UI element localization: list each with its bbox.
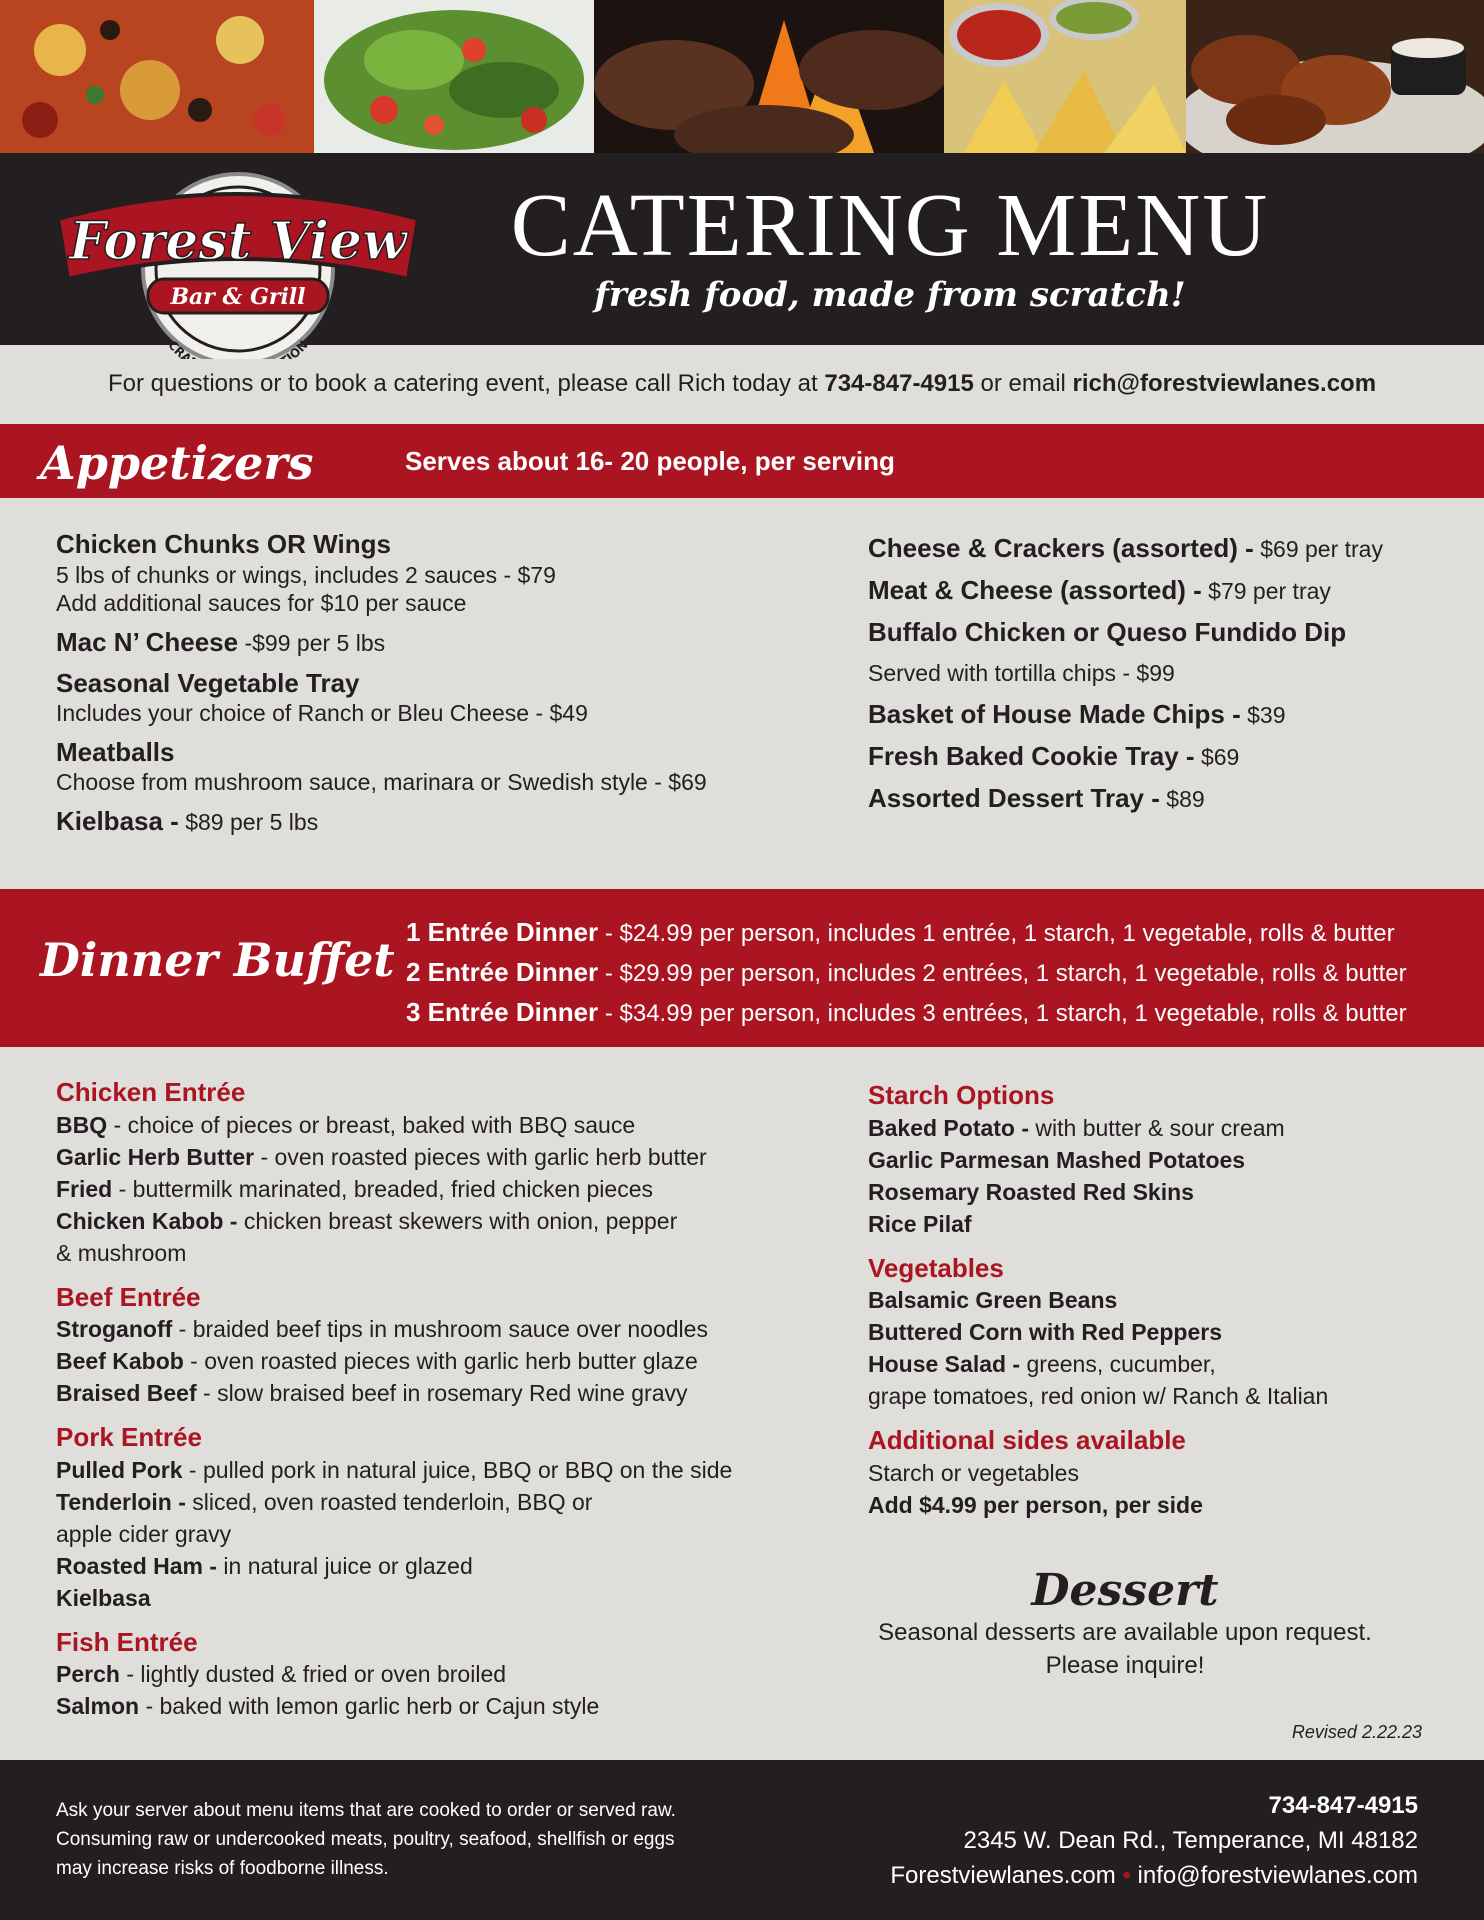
entrees-column xyxy=(56,1076,846,1722)
buffet-option xyxy=(406,953,1407,993)
cheese-crackers-title: Cheese & Crackers (assorted) - xyxy=(868,533,1254,563)
footer xyxy=(0,1760,1484,1920)
chicken-chunks-line1: 5 lbs of chunks or wings, includes 2 sauces - $79 xyxy=(56,561,556,588)
buffet-option xyxy=(406,993,1407,1033)
chicken-entree-heading: Chicken Entrée xyxy=(56,1077,246,1107)
dinner-buffet-band xyxy=(0,889,1484,1047)
mac-cheese-title: Mac N’ Cheese xyxy=(56,627,239,657)
logo-arc-bottom: CRA ION xyxy=(165,337,311,359)
meatballs-title: Meatballs xyxy=(56,736,175,767)
beef-entree-list: Stroganoff - braided beef tips in mushroom sauce over noodles Beef Kabob - oven roasted pieces with garlic herb butter glaze Braised Beef - slow braised beef in rosemary Red wine gravy xyxy=(56,1316,708,1406)
fish-entree-heading: Fish Entrée xyxy=(56,1626,198,1657)
page-title: CATERING MENU xyxy=(510,176,1270,275)
appetizers-left-column xyxy=(56,528,836,838)
pork-entree-heading: Pork Entrée xyxy=(56,1422,202,1452)
appetizers-right-column xyxy=(868,528,1448,820)
footer-address: 2345 W. Dean Rd., Temperance, MI 48182 xyxy=(963,1827,1418,1854)
tagline: fresh food, made from scratch! xyxy=(594,275,1186,315)
photo-strip xyxy=(0,0,1484,153)
wings-photo xyxy=(1186,0,1484,153)
dip-title: Buffalo Chicken or Queso Fundido Dip xyxy=(868,617,1347,647)
vegetables-list: Balsamic Green Beans Buttered Corn with Red Peppers House Salad - greens, cucumber, grape tomatoes, red onion w/ Ranch & Italian xyxy=(868,1287,1329,1409)
kielbasa-price: $89 per 5 lbs xyxy=(185,809,319,835)
buffet-option xyxy=(406,913,1407,953)
starch-heading: Starch Options xyxy=(868,1080,1055,1110)
appetizers-band xyxy=(0,424,1484,498)
chicken-entree-list: BBQ - choice of pieces or breast, baked with BBQ sauce Garlic Herb Butter - oven roasted pieces with garlic herb butter Fried - buttermilk marinated, breaded, fried chicken pieces Chicken Kabob - chicken breast skewers with onion, pepper & mushroom xyxy=(56,1111,707,1266)
buffet-option-desc: - $24.99 per person, includes 1 entrée, 1 starch, 1 vegetable, rolls & butter xyxy=(598,920,1395,947)
meat-cheese-title: Meat & Cheese (assorted) - xyxy=(868,575,1202,605)
revised-date: Revised 2.22.23 xyxy=(1291,1722,1422,1742)
contact-prefix: For questions or to book a catering event, please call Rich today at xyxy=(107,370,818,397)
logo-sub: Bar & Grill xyxy=(170,284,306,310)
forest-view-logo xyxy=(48,159,428,359)
kielbasa-title: Kielbasa - xyxy=(56,806,179,836)
chicken-chunks-line2: Add additional sauces for $10 per sauce xyxy=(56,590,467,617)
buffet-options xyxy=(406,913,1407,1033)
footer-separator: • xyxy=(1122,1862,1131,1889)
cookie-tray-title: Fresh Baked Cookie Tray - xyxy=(868,741,1195,771)
cheese-crackers-price: $69 per tray xyxy=(1260,536,1383,562)
buffet-option-desc: - $34.99 per person, includes 3 entrées, 1 starch, 1 vegetable, rolls & butter xyxy=(598,1000,1407,1027)
dessert-heading: Dessert xyxy=(1031,1565,1219,1616)
cookie-tray-price: $69 xyxy=(1200,744,1240,770)
chips-price: $39 xyxy=(1247,702,1286,728)
buffet-option-name: 3 Entrée Dinner xyxy=(406,997,599,1027)
additional-sides-list: Starch or vegetables Add $4.99 per person, per side xyxy=(868,1459,1203,1518)
dessert-tray-title: Assorted Dessert Tray - xyxy=(868,783,1160,813)
chips-salsa-photo xyxy=(944,0,1186,153)
sides-column xyxy=(868,1079,1448,1521)
pizza-photo xyxy=(0,0,314,153)
dessert-line2: Please inquire! xyxy=(1045,1652,1205,1679)
dessert-tray-price: $89 xyxy=(1166,786,1205,812)
vegetables-heading: Vegetables xyxy=(868,1252,1004,1283)
appetizers-heading: Appetizers xyxy=(40,436,314,490)
contact-line xyxy=(0,370,1484,398)
appetizers-serves: Serves about 16- 20 people, per serving xyxy=(405,446,895,476)
mac-cheese-price: -$99 per 5 lbs xyxy=(244,630,386,656)
fish-entree-list: Perch - lightly dusted & fried or oven broiled Salmon - baked with lemon garlic herb or Cajun style xyxy=(56,1661,600,1719)
buffet-option-desc: - $29.99 per person, includes 2 entrées, 1 starch, 1 vegetable, rolls & butter xyxy=(598,960,1407,987)
dessert-line1: Seasonal desserts are available upon request. xyxy=(878,1619,1372,1646)
logo-arc-top: BEDFORD'S BEST xyxy=(168,159,308,191)
salad-photo xyxy=(314,0,594,153)
footer-phone[interactable]: 734-847-4915 xyxy=(1268,1792,1418,1819)
chicken-chunks-title: Chicken Chunks OR Wings xyxy=(56,529,391,559)
dinner-buffet-heading: Dinner Buffet xyxy=(40,933,395,987)
contact-phone[interactable]: 734-847-4915 xyxy=(824,370,974,397)
starch-list: Baked Potato - with butter & sour cream Garlic Parmesan Mashed Potatoes Rosemary Roasted Red Skins Rice Pilaf xyxy=(868,1114,1285,1237)
footer-email[interactable]: info@forestviewlanes.com xyxy=(1137,1862,1418,1889)
additional-sides-heading: Additional sides available xyxy=(868,1425,1186,1455)
footer-contact xyxy=(890,1788,1418,1893)
pork-entree-list: Pulled Pork - pulled pork in natural juice, BBQ or BBQ on the side Tenderloin - sliced, oven roasted tenderloin, BBQ or apple cider gravy Roasted Ham - in natural juice or glazed Kielbasa xyxy=(56,1456,733,1611)
header-banner xyxy=(0,153,1484,359)
contact-middle: or email xyxy=(980,370,1066,397)
contact-email[interactable]: rich@forestviewlanes.com xyxy=(1072,370,1377,397)
health-disclaimer: Ask your server about menu items that are cooked to order or served raw. Consuming raw or undercooked meats, poultry, seafood, shellfish or eggs may increase risks of foodborne illness. xyxy=(56,1800,676,1879)
meatballs-desc: Choose from mushroom sauce, marinara or Swedish style - $69 xyxy=(56,769,707,796)
meat-cheese-price: $79 per tray xyxy=(1208,578,1331,604)
footer-website[interactable]: Forestviewlanes.com xyxy=(890,1862,1116,1889)
buffet-option-name: 2 Entrée Dinner xyxy=(406,957,599,987)
veg-tray-desc: Includes your choice of Ranch or Bleu Cheese - $49 xyxy=(56,700,588,726)
buffet-option-name: 1 Entrée Dinner xyxy=(406,917,599,947)
veg-tray-title: Seasonal Vegetable Tray xyxy=(56,667,360,698)
burger-grill-photo xyxy=(594,0,944,153)
dessert-section xyxy=(860,1565,1390,1682)
beef-entree-heading: Beef Entrée xyxy=(56,1281,201,1312)
chips-title: Basket of House Made Chips - xyxy=(868,699,1241,729)
dip-desc: Served with tortilla chips - $99 xyxy=(868,660,1175,686)
logo-name: Forest View xyxy=(69,211,407,272)
